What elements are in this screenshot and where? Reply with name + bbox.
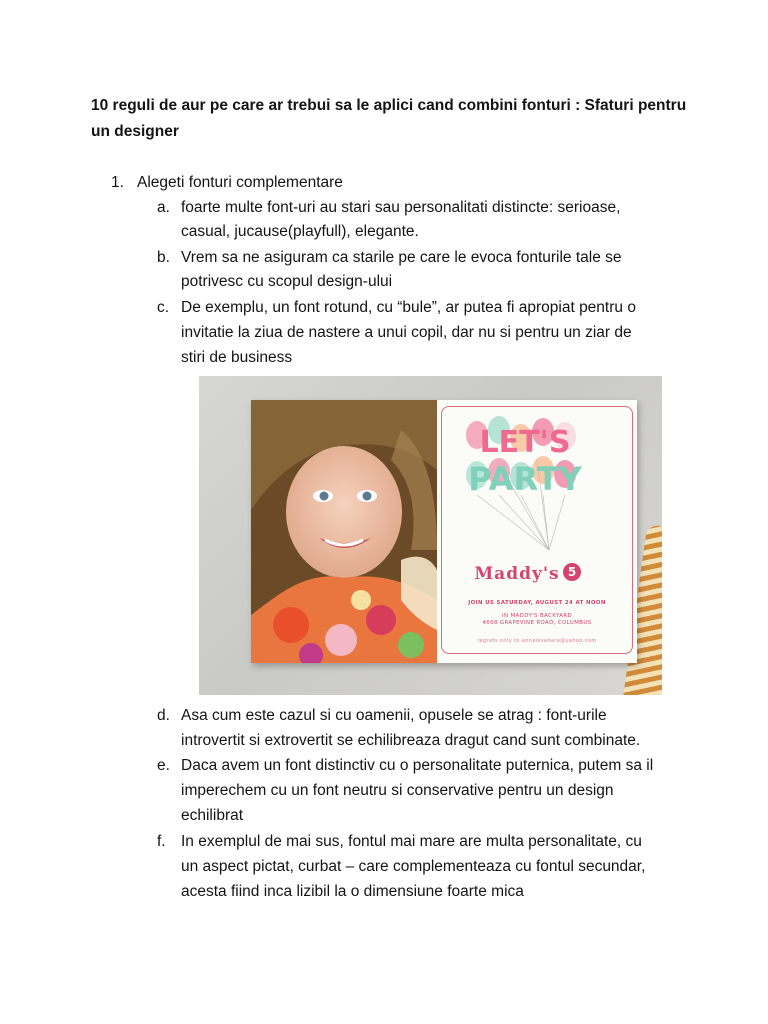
list-item-line: foarte multe font-uri au stari sau personalitati distincte: serioase, [181, 199, 621, 216]
invitation-card [251, 400, 637, 663]
list-letter: a. [157, 199, 170, 216]
list-item-line: acesta fiind inca lizibil la o dimensiune foarte mica [181, 883, 524, 900]
list-item-line: imperechem cu un font neutru si conservative pentru un design [181, 782, 614, 799]
invitation-regrets: regrets only to anneissahara@yahoo.com [477, 638, 597, 644]
list-letter: b. [157, 249, 170, 266]
headline-line-1: LET'S [479, 425, 571, 460]
list-item-line: Daca avem un font distinctiv cu o personalitate puternica, putem sa il [181, 757, 654, 774]
list-item-line: invitatie la ziua de nastere a unui copil, dar nu si pentru un ziar de [181, 324, 632, 341]
child-photo [251, 400, 437, 663]
list-letter: e. [157, 757, 170, 774]
list-item-line: casual, jucause(playfull), elegante. [181, 223, 419, 240]
list-item-line: Asa cum este cazul si cu oamenii, opusele se atrag : font-urile [181, 707, 607, 724]
list-item-line: introvertit si extrovertit se echilibreaza dragut cand sunt combinate. [181, 732, 641, 749]
example-invitation-photo [199, 376, 662, 695]
list-item-line: echilibrat [181, 807, 244, 824]
invitee-name: Maddy's [474, 564, 560, 584]
list-letter: c. [157, 299, 170, 316]
age-badge: 5 [563, 563, 581, 581]
list-item-line: De exemplu, un font rotund, cu “bule”, ar putea fi apropiat pentru o [181, 299, 636, 316]
list-letter: f. [157, 833, 166, 850]
balloon-headline [437, 400, 637, 550]
list-number: 1. [111, 174, 124, 191]
list-item-line: potrivesc cu scopul design-ului [181, 273, 393, 290]
list-item-line: stiri de business [181, 349, 293, 366]
list-item-line: un aspect pictat, curbat – care complementeaza cu fontul secundar, [181, 858, 646, 875]
list-letter: d. [157, 707, 170, 724]
section-heading: Alegeti fonturi complementare [137, 174, 343, 191]
invitation-text-panel [437, 400, 637, 663]
list-item-line: Vrem sa ne asiguram ca starile pe care le evoca fonturile tale se [181, 249, 622, 266]
document-title: 10 reguli de aur pe care ar trebui sa le aplici cand combini fonturi : Sfaturi pentru un designer [91, 97, 687, 140]
invitation-address-2: 4668 GRAPEVINE ROAD, COLUMBUS [482, 620, 592, 626]
invitation-details: JOIN US SATURDAY, AUGUST 24 AT NOON [468, 600, 606, 606]
invitation-address-1: IN MADDY'S BACKYARD [501, 613, 573, 619]
list-item-line: In exemplul de mai sus, fontul mai mare are multa personalitate, cu [181, 833, 642, 850]
headline-line-2: PARTY [468, 460, 582, 498]
